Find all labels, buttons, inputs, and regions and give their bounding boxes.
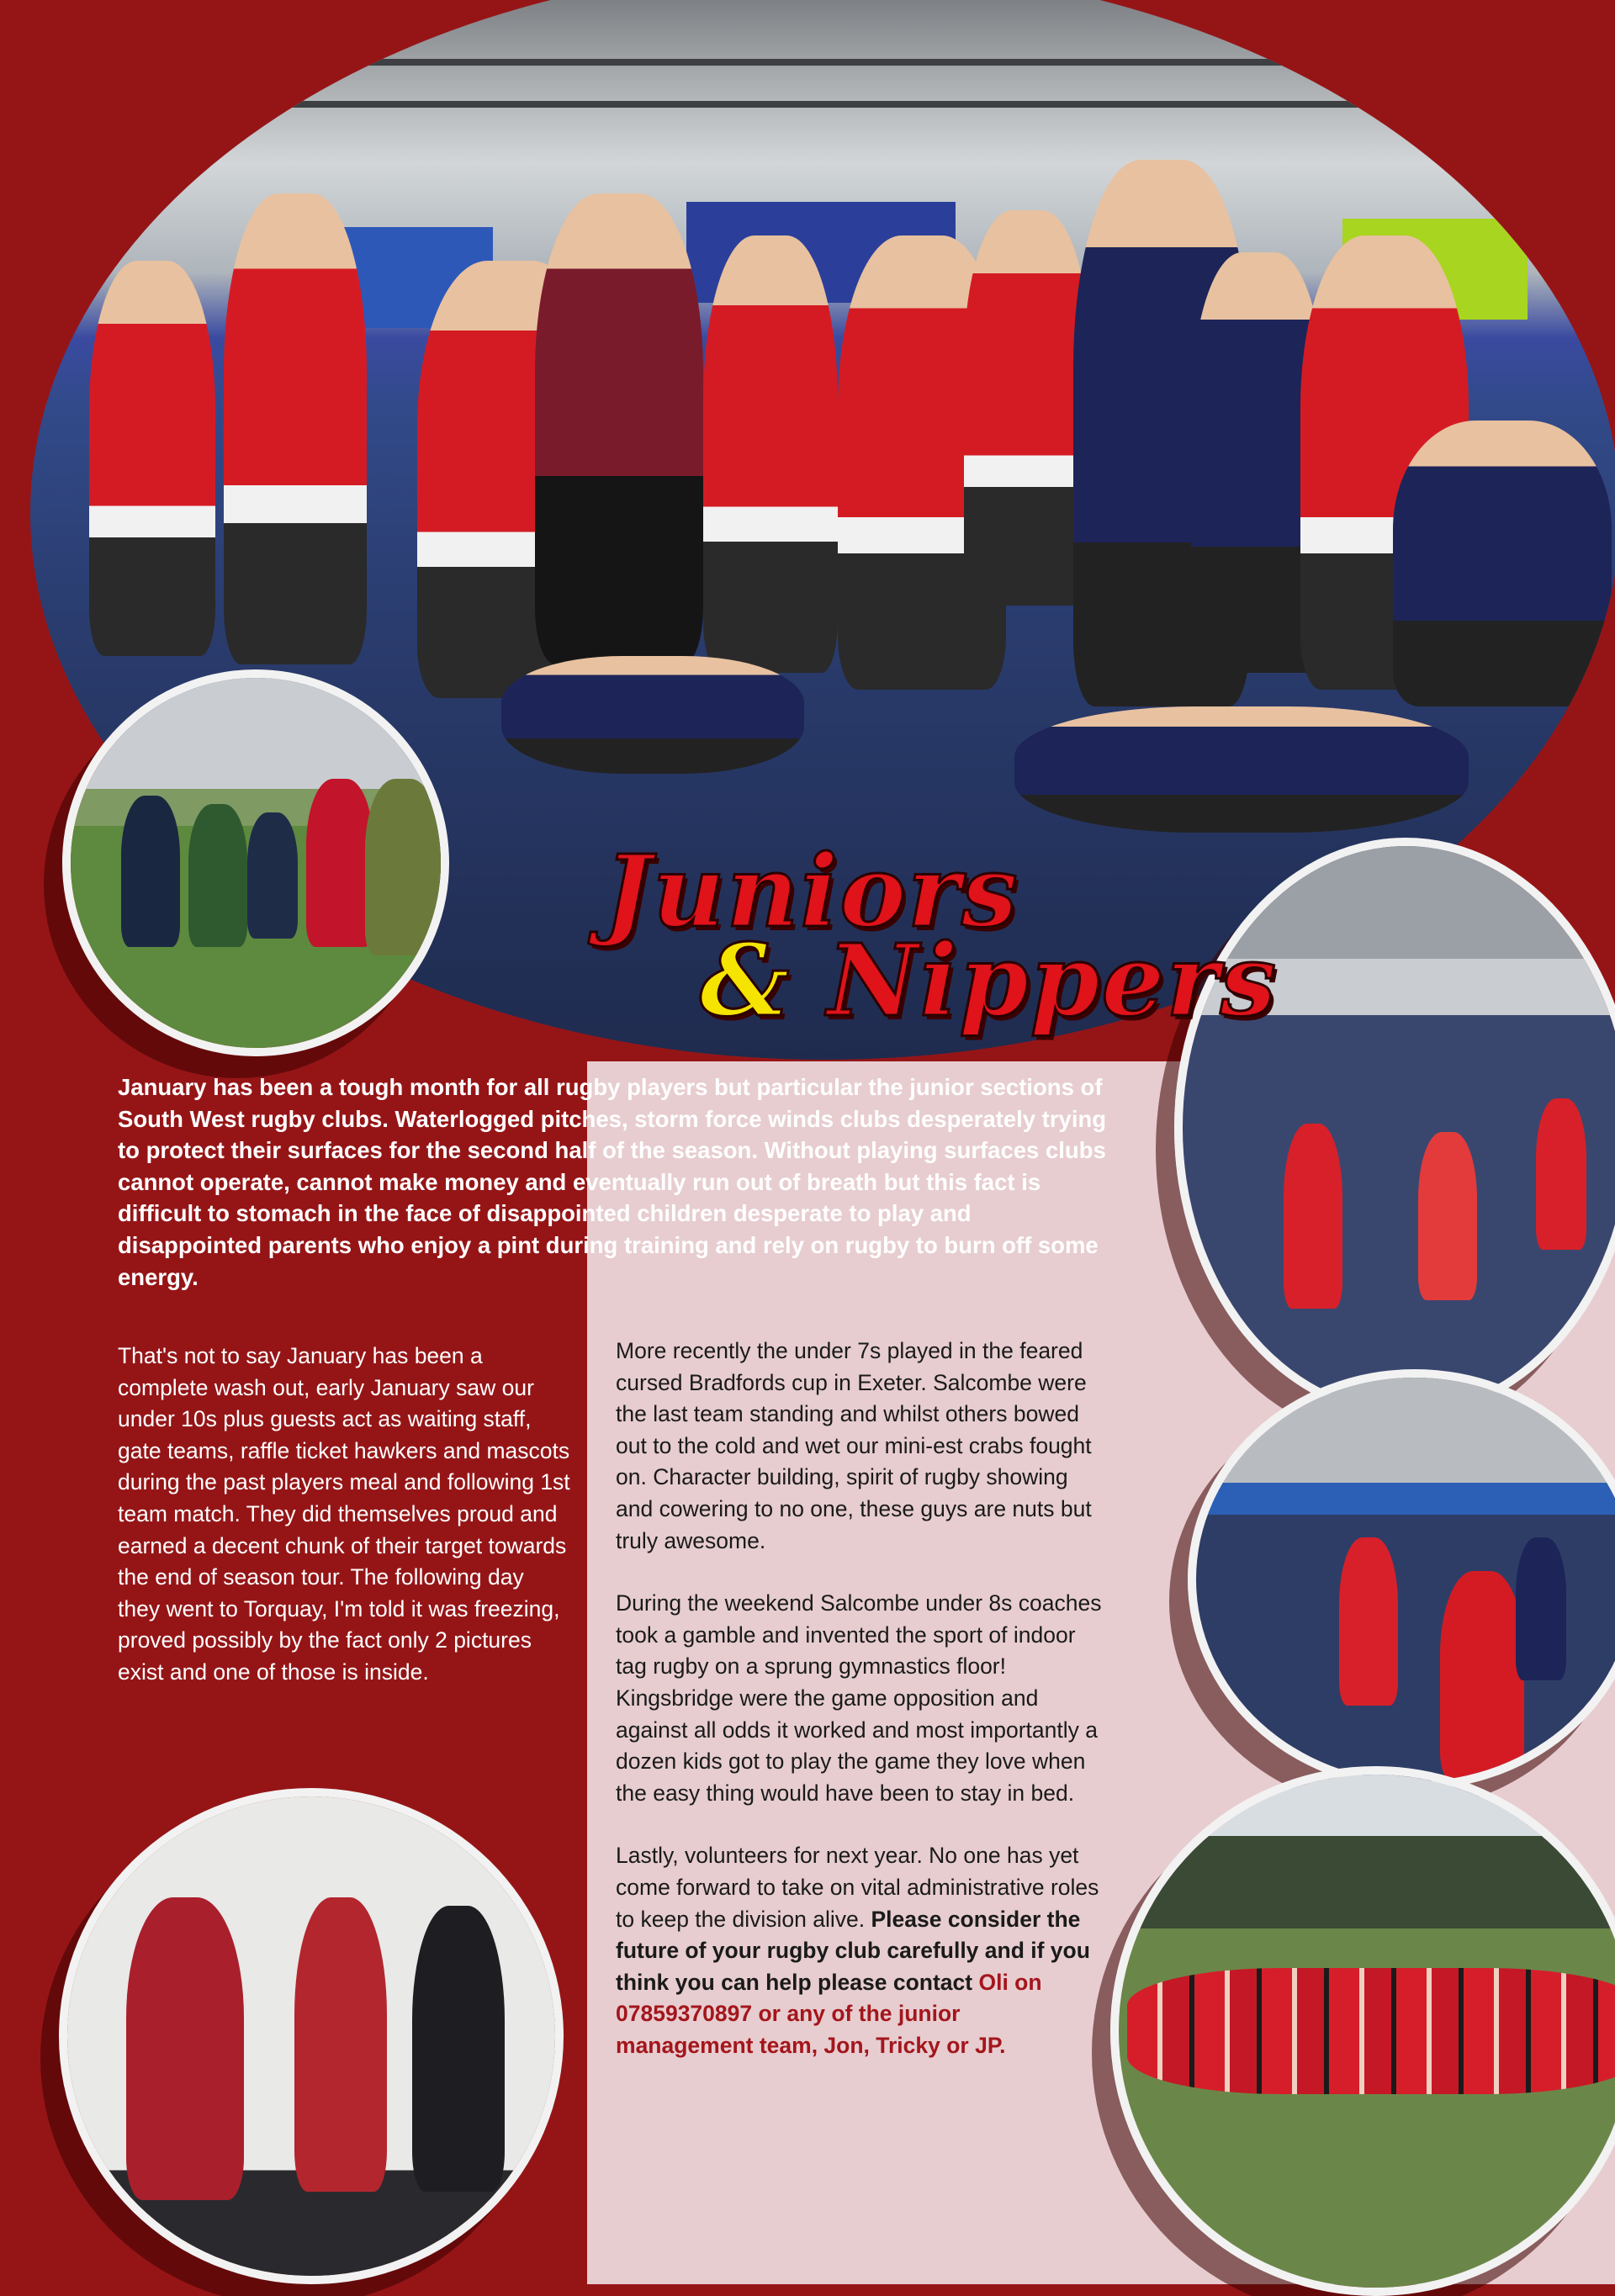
headline-nippers-word: Nippers — [827, 922, 1279, 1039]
headline-juniors: Juniors — [604, 833, 1019, 950]
photo-torquay-field — [62, 669, 449, 1056]
intro-part-1: January has been a tough month for al — [118, 1074, 543, 1100]
right-column — [616, 1336, 1104, 2092]
headline-nippers — [700, 922, 1278, 1039]
volunteers-appeal: Please consider the future of your rugby club carefully and if you think you can help please contact — [616, 1906, 1090, 1995]
photo-kids-indoors — [59, 1788, 564, 2284]
intro-part-2: l rugby players but particular the junior sections of South West rugby clubs. Waterlogged pitches, storm force winds clubs desperately trying to protect their surfaces for the second half of the season. Without playing surfaces clubs cannot operate, cannot make money and eventually run out of breath but this fact is difficult to stomach in the face of disappointed children desperate to play and disappointed parents who enjoy a pint during training and rely on rugby to burn off some energy. — [118, 1074, 1107, 1290]
photo-indoor-tag-2 — [1188, 1369, 1615, 1790]
contact-details: Oli on 07859370897 or any of the junior management team, Jon, Tricky or JP. — [616, 1969, 1042, 2058]
left-column-text: That's not to say January has been a complete wash out, early January saw our under 10s plus guests act as waiting staff, gate teams, raffle ticket hawkers and mascots during the past players meal and following 1st team match. They did themselves proud and earned a decent chunk of their target towards the end of season tour. The following day they went to Torquay, I'm told it was freezing, proved possibly by the fact only 2 pictures exist and one of those is inside. — [118, 1343, 570, 1685]
photo-team-pitch — [1110, 1766, 1615, 2296]
volunteers-paragraph — [616, 1840, 1104, 2061]
headline-ampersand: & — [700, 922, 792, 1039]
intro-paragraph — [118, 1071, 1110, 1293]
under8s-paragraph: During the weekend Salcombe under 8s coaches took a gamble and invented the sport of indoor tag rugby on a sprung gymnastics floor! Kingsbridge were the game opposition and against all odds it worked and most importantly a dozen kids got to play the game they love when the easy thing would have been to stay in bed. — [616, 1590, 1102, 1806]
under7s-paragraph: More recently the under 7s played in the feared cursed Bradfords cup in Exeter. Salcombe were the last team standing and whilst others bowed out to the cold and wet our mini-est crabs fought on. Character building, spirit of rugby showing and cowering to no one, these guys are nuts but truly awesome. — [616, 1338, 1092, 1553]
volunteers-plain: Lastly, volunteers for next year. No one has yet come forward to take on vital administrative roles to keep the division alive. — [616, 1843, 1099, 1932]
